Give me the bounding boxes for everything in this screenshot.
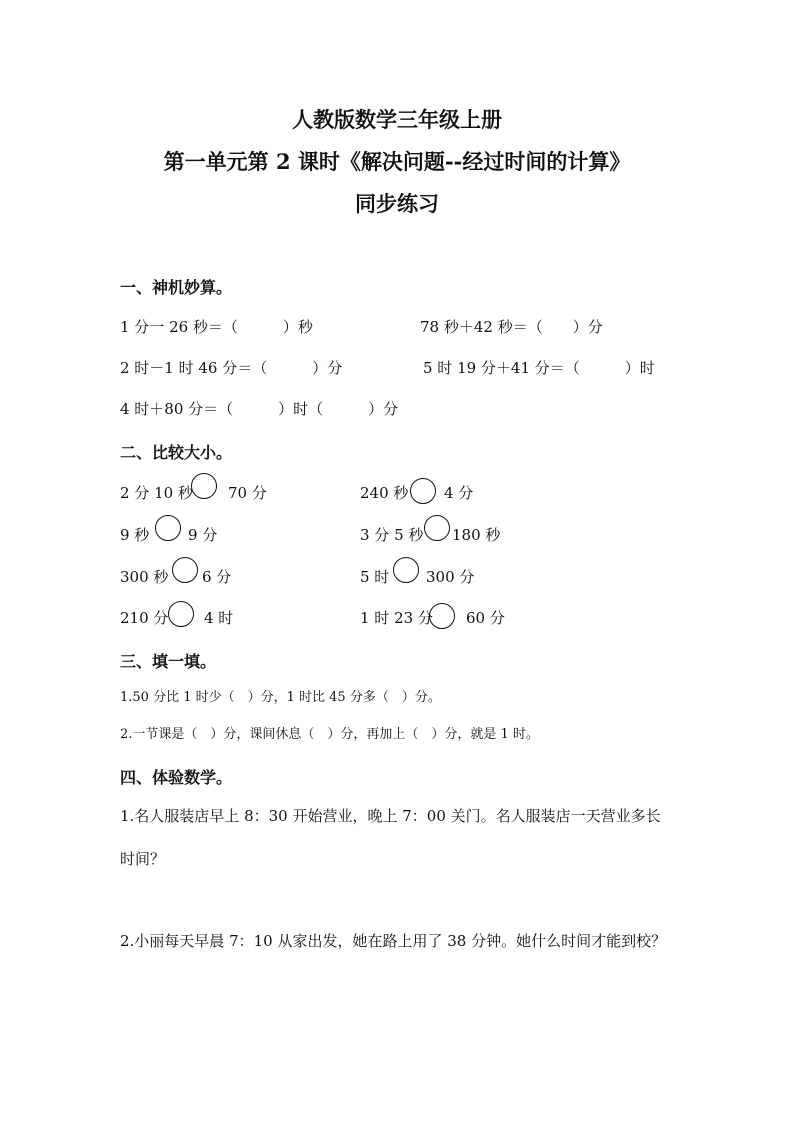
compare-circle[interactable] — [191, 473, 217, 499]
question-1-3: 2 时－1 时 46 分＝（ ）分 — [120, 359, 343, 377]
question-3-1: 1.50 分比 1 时少（ ）分，1 时比 45 分多（ ）分。 — [120, 690, 441, 705]
question-4-1-continued: 时间？ — [120, 850, 166, 868]
compare-left: 240 秒 — [360, 484, 409, 502]
compare-right: 9 分 — [188, 526, 218, 544]
compare-right: 300 分 — [426, 568, 475, 586]
compare-right: 4 时 — [204, 609, 234, 627]
page-title: 人教版数学三年级上册 — [292, 107, 502, 132]
compare-circle[interactable] — [429, 603, 455, 629]
compare-circle[interactable] — [410, 478, 436, 504]
question-1-5: 4 时＋80 分＝（ ）时（ ）分 — [120, 400, 399, 418]
compare-left: 2 分 10 秒 — [120, 484, 193, 502]
compare-right: 60 分 — [466, 609, 505, 627]
section-3-heading: 三、填一填。 — [120, 652, 217, 671]
compare-right: 180 秒 — [452, 526, 501, 544]
section-2-heading: 二、比较大小。 — [120, 443, 233, 462]
compare-left: 3 分 5 秒 — [360, 526, 424, 544]
compare-circle[interactable] — [424, 515, 450, 541]
compare-left: 300 秒 — [120, 568, 169, 586]
compare-left: 5 时 — [360, 568, 390, 586]
section-4-heading: 四、体验数学。 — [120, 768, 233, 787]
compare-right: 6 分 — [202, 568, 232, 586]
lesson-title: 第一单元第 2 课时《解决问题--经过时间的计算》 — [163, 149, 631, 174]
compare-right: 4 分 — [444, 484, 474, 502]
page-subtitle: 同步练习 — [355, 191, 439, 216]
question-4-2: 2.小丽每天早晨 7：10 从家出发，她在路上用了 38 分钟。她什么时间才能到校？ — [120, 932, 667, 950]
compare-right: 70 分 — [228, 484, 267, 502]
compare-circle[interactable] — [168, 601, 194, 627]
section-1-heading: 一、神机妙算。 — [120, 278, 233, 297]
compare-left: 1 时 23 分 — [360, 609, 433, 627]
question-3-2: 2.一节课是（ ）分，课间休息（ ）分，再加上（ ）分，就是 1 时。 — [120, 727, 539, 742]
compare-circle[interactable] — [172, 557, 198, 583]
compare-circle[interactable] — [393, 557, 419, 583]
compare-circle[interactable] — [155, 515, 181, 541]
question-1-4: 5 时 19 分＋41 分＝（ ）时 — [423, 359, 655, 377]
question-4-1: 1.名人服装店早上 8：30 开始营业，晚上 7：00 关门。名人服装店一天营业多长 — [120, 807, 661, 825]
question-1-2: 78 秒＋42 秒＝（ ）分 — [420, 318, 603, 336]
question-1-1: 1 分一 26 秒＝（ ）秒 — [120, 318, 313, 336]
compare-left: 210 分 — [120, 609, 169, 627]
compare-left: 9 秒 — [120, 526, 150, 544]
